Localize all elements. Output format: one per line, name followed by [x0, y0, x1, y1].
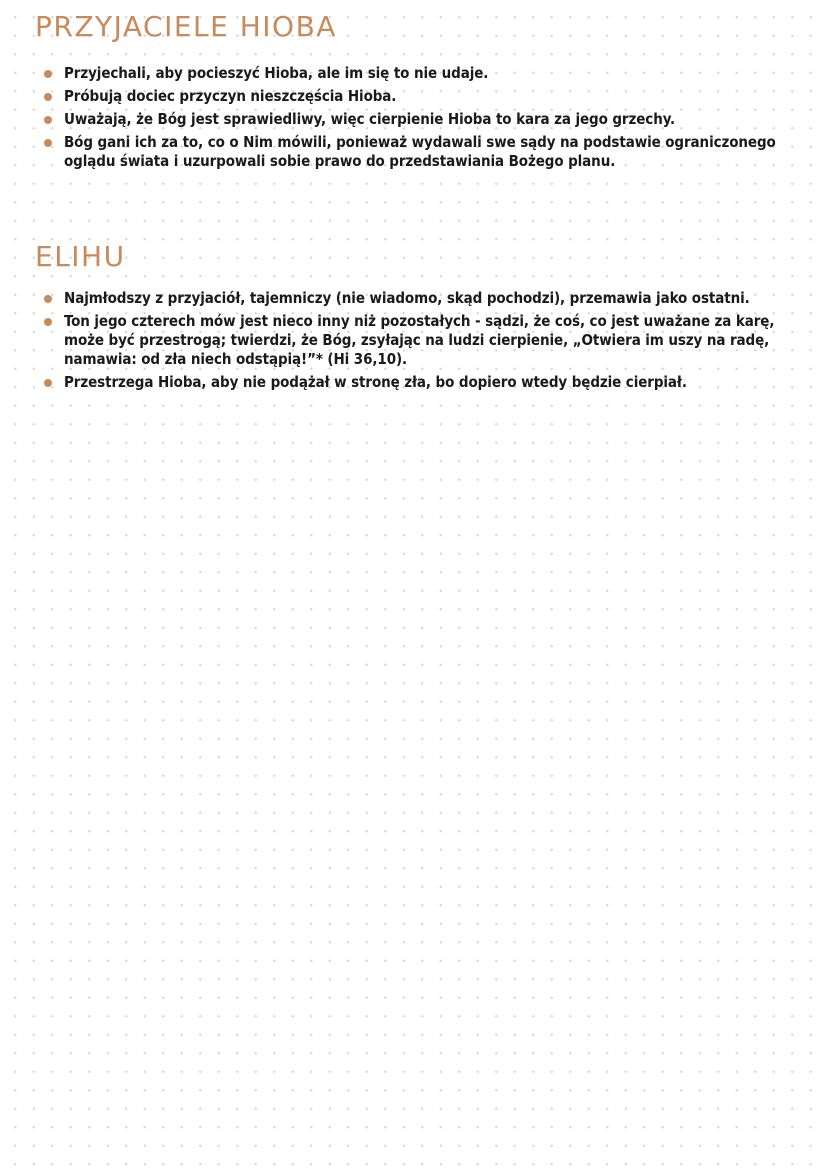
list-item: [42, 64, 802, 83]
bullet-dot-icon: [44, 379, 52, 387]
list-item: [42, 133, 802, 171]
list-item-text: Uważają, że Bóg jest sprawiedliwy, więc cierpienie Hioba to kara za jego grzechy.: [64, 110, 676, 128]
bullet-dot-icon: [44, 295, 52, 303]
section-title-elihu: ELIHU: [35, 240, 126, 273]
list-item: [42, 289, 802, 308]
list-item-text: Przestrzega Hioba, aby nie podążał w stronę zła, bo dopiero wtedy będzie cierpiał.: [64, 373, 687, 391]
list-item: [42, 312, 802, 369]
section-title-przyjaciele-hioba: PRZYJACIELE HIOBA: [35, 10, 337, 43]
bullet-dot-icon: [44, 116, 52, 124]
bullet-dot-icon: [44, 318, 52, 326]
list-item-text: Najmłodszy z przyjaciół, tajemniczy (nie wiadomo, skąd pochodzi), przemawia jako ostatni.: [64, 289, 750, 307]
bullet-list-elihu: [42, 289, 802, 396]
bullet-dot-icon: [44, 139, 52, 147]
list-item-text: Bóg gani ich za to, co o Nim mówili, ponieważ wydawali swe sądy na podstawie ograniczonego oglądu świata i uzurpowali sobie prawo do przedstawiania Bożego planu.: [64, 133, 776, 170]
list-item-text: Ton jego czterech mów jest nieco inny niż pozostałych - sądzi, że coś, co jest uważane za karę, może być przestrogą; twierdzi, że Bóg, zsyłając na ludzi cierpienie, „Otwiera im uszy na radę, namawia: od zła niech odstąpią!”* (Hi 36,10).: [64, 312, 775, 368]
bullet-list-przyjaciele-hioba: [42, 64, 802, 175]
list-item-text: Przyjechali, aby pocieszyć Hioba, ale im się to nie udaje.: [64, 64, 489, 82]
list-item: [42, 110, 802, 129]
list-item: [42, 373, 802, 392]
list-item: [42, 87, 802, 106]
list-item-text: Próbują dociec przyczyn nieszczęścia Hioba.: [64, 87, 397, 105]
bullet-dot-icon: [44, 70, 52, 78]
bullet-dot-icon: [44, 93, 52, 101]
